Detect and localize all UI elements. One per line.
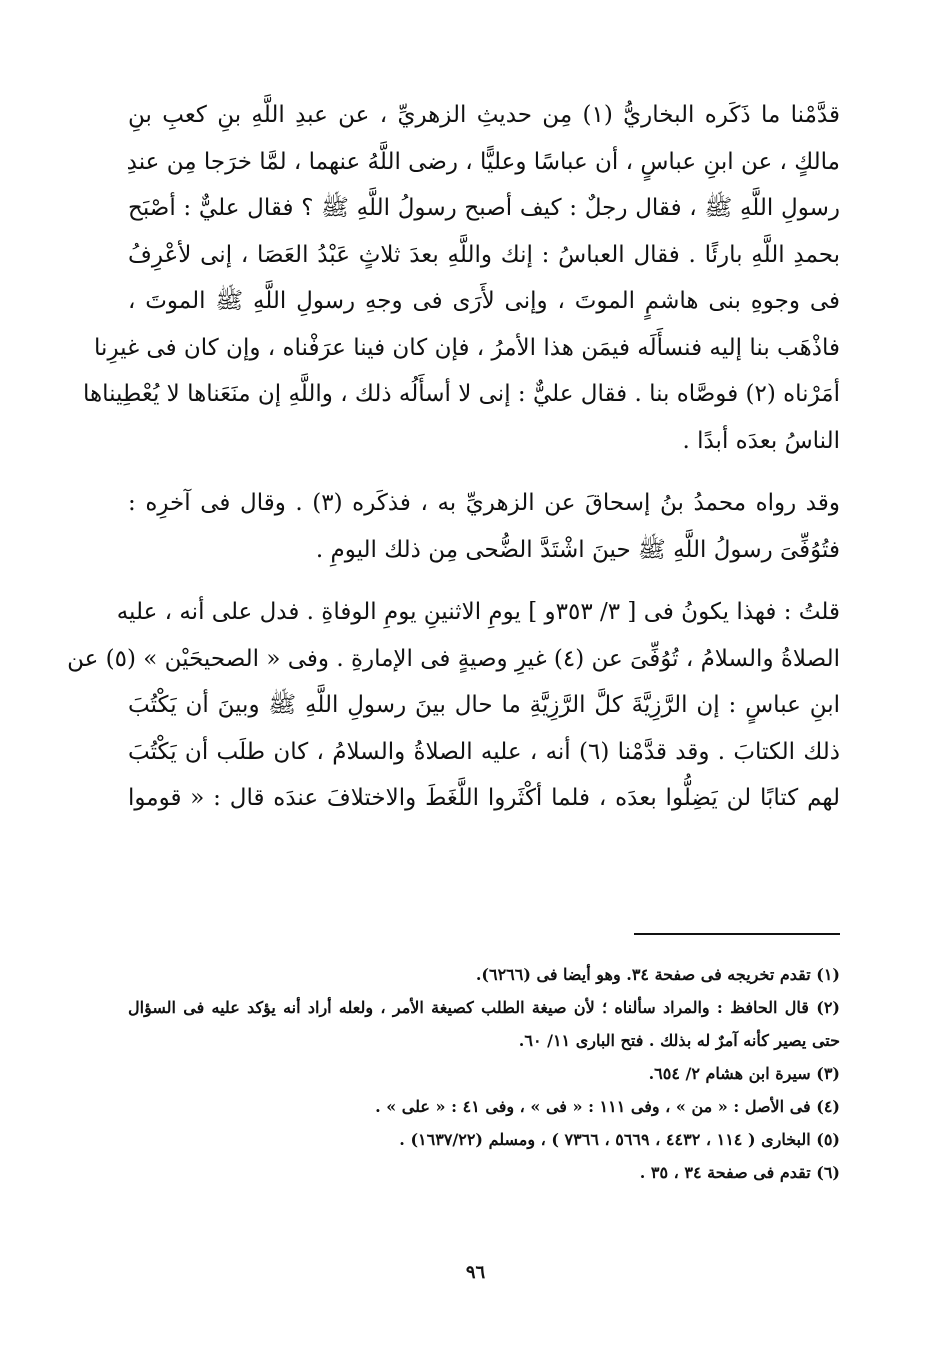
paragraph-1 bbox=[82, 92, 840, 464]
text-line: الناسُ بعدَه أبدًا . bbox=[682, 427, 840, 454]
paragraph-gap bbox=[128, 464, 840, 480]
text-line: قدَّمْنا ما ذَكَره البخاريُّ (١) مِن حديثِ الزهريِّ ، عن عبدِ اللَّهِ بنِ كعبِ بنِ bbox=[128, 102, 840, 128]
footnote-6: (٦) تقدم فى صفحة ٣٤ ، ٣٥ . bbox=[639, 1163, 840, 1182]
page-number: ٩٦ bbox=[465, 1262, 486, 1283]
footnote-3: (٣) سيرة ابن هشام ٢/ ٦٥٤. bbox=[648, 1064, 840, 1083]
footnotes bbox=[128, 958, 840, 1189]
text-line: قلتُ : فهذا يكونُ فى [ ٣/ ٣٥٣و ] يومِ الاثنينِ يومِ الوفاةِ . فدل على أنه ، عليه bbox=[116, 599, 840, 625]
footnote-divider bbox=[634, 933, 840, 935]
footnote-2: (٢) قال الحافظ : والمراد سألناه ؛ لأن صيغة الطلب كصيغة الأمر ، ولعله أراد أنه يؤكد عليه فى السؤال bbox=[128, 998, 840, 1017]
footnote-4: (٤) فى الأصل : « من » ، وفى ١١١ : « فى » ، وفى ٤١ : « على » . bbox=[375, 1097, 840, 1116]
paragraph-gap bbox=[128, 573, 840, 589]
footnote-2-continued: حتى يصير كأنه آمرٌ له بذلك . فتح البارى ١١/ ٦٠. bbox=[518, 1031, 840, 1050]
text-line: ذلك الكتابَ . وقد قدَّمْنا (٦) أنه ، عليه الصلاةُ والسلامُ ، كان طلَب أن يَكْتُبَ bbox=[128, 738, 841, 765]
text-line: ابنِ عباسٍ : إن الرَّزِيَّةَ كلَّ الرَّزِيَّةِ ما حال بينَ رسولِ اللَّهِ ﷺ وبينَ أن يَكْتُبَ bbox=[128, 692, 840, 718]
text-line: فاذْهَب بنا إليه فنسأَلَه فيمَن هذا الأمرُ ، فإن كان فينا عرَفْناه ، وإن كان فى غيرِنا bbox=[94, 334, 840, 361]
paragraph-3 bbox=[67, 589, 841, 822]
text-line: رسولِ اللَّهِ ﷺ ، فقال رجلٌ : كيف أصبح رسولُ اللَّهِ ﷺ ؟ فقال عليٌّ : أصْبَح bbox=[128, 195, 840, 221]
paragraph-2 bbox=[128, 480, 840, 573]
footnote-5: (٥) البخارى ( ١١٤ ، ٤٤٣٢ ، ٥٦٦٩ ، ٧٣٦٦ ) ، ومسلم (١٦٣٧/٢٢) . bbox=[399, 1130, 840, 1149]
text-line: بحمدِ اللَّهِ بارئًا . فقال العباسُ : إنك واللَّهِ بعدَ ثلاثٍ عَبْدُ العَصَا ، إنى لأعْرِفُ bbox=[128, 241, 840, 268]
text-line: لهم كتابًا لن يَضِلُّوا بعدَه ، فلما أكْثَروا اللَّغَطَ والاختلافَ عندَه قال : « قوموا bbox=[128, 785, 840, 811]
text-line: فى وجوهِ بنى هاشمٍ الموتَ ، وإنى لأَرَى فى وجهِ رسولِ اللَّهِ ﷺ الموتَ ، bbox=[128, 288, 840, 314]
text-line: الصلاةُ والسلامُ ، تُوُفِّىَ عن (٤) غيرِ وصيةٍ فى الإمارةِ . وفى « الصحيحَيْن » (٥) عن bbox=[67, 645, 840, 672]
text-line: أمَرْناه (٢) فوصَّاه بنا . فقال عليٌّ : إنى لا أسأَلُه ذلك ، واللَّهِ إن منَعَناها لا يُعْطِيناها bbox=[82, 381, 840, 407]
text-line: وقد رواه محمدُ بنُ إسحاقَ عن الزهريِّ به ، فذكَره (٣) . وقال فى آخرِه : bbox=[128, 490, 840, 516]
main-text bbox=[67, 92, 841, 822]
footnote-1: (١) تقدم تخريجه فى صفحة ٣٤. وهو أيضا فى (٦٢٦٦). bbox=[475, 965, 840, 984]
text-line: مالكٍ ، عن ابنِ عباسٍ ، أن عباسًا وعليًّا ، رضى اللَّهُ عنهما ، لمَّا خرَجا مِن عندِ bbox=[126, 148, 840, 175]
text-line: فتُوُفِّىَ رسولُ اللَّهِ ﷺ حينَ اشْتَدَّ الضُّحى مِن ذلك اليومِ . bbox=[315, 536, 840, 563]
